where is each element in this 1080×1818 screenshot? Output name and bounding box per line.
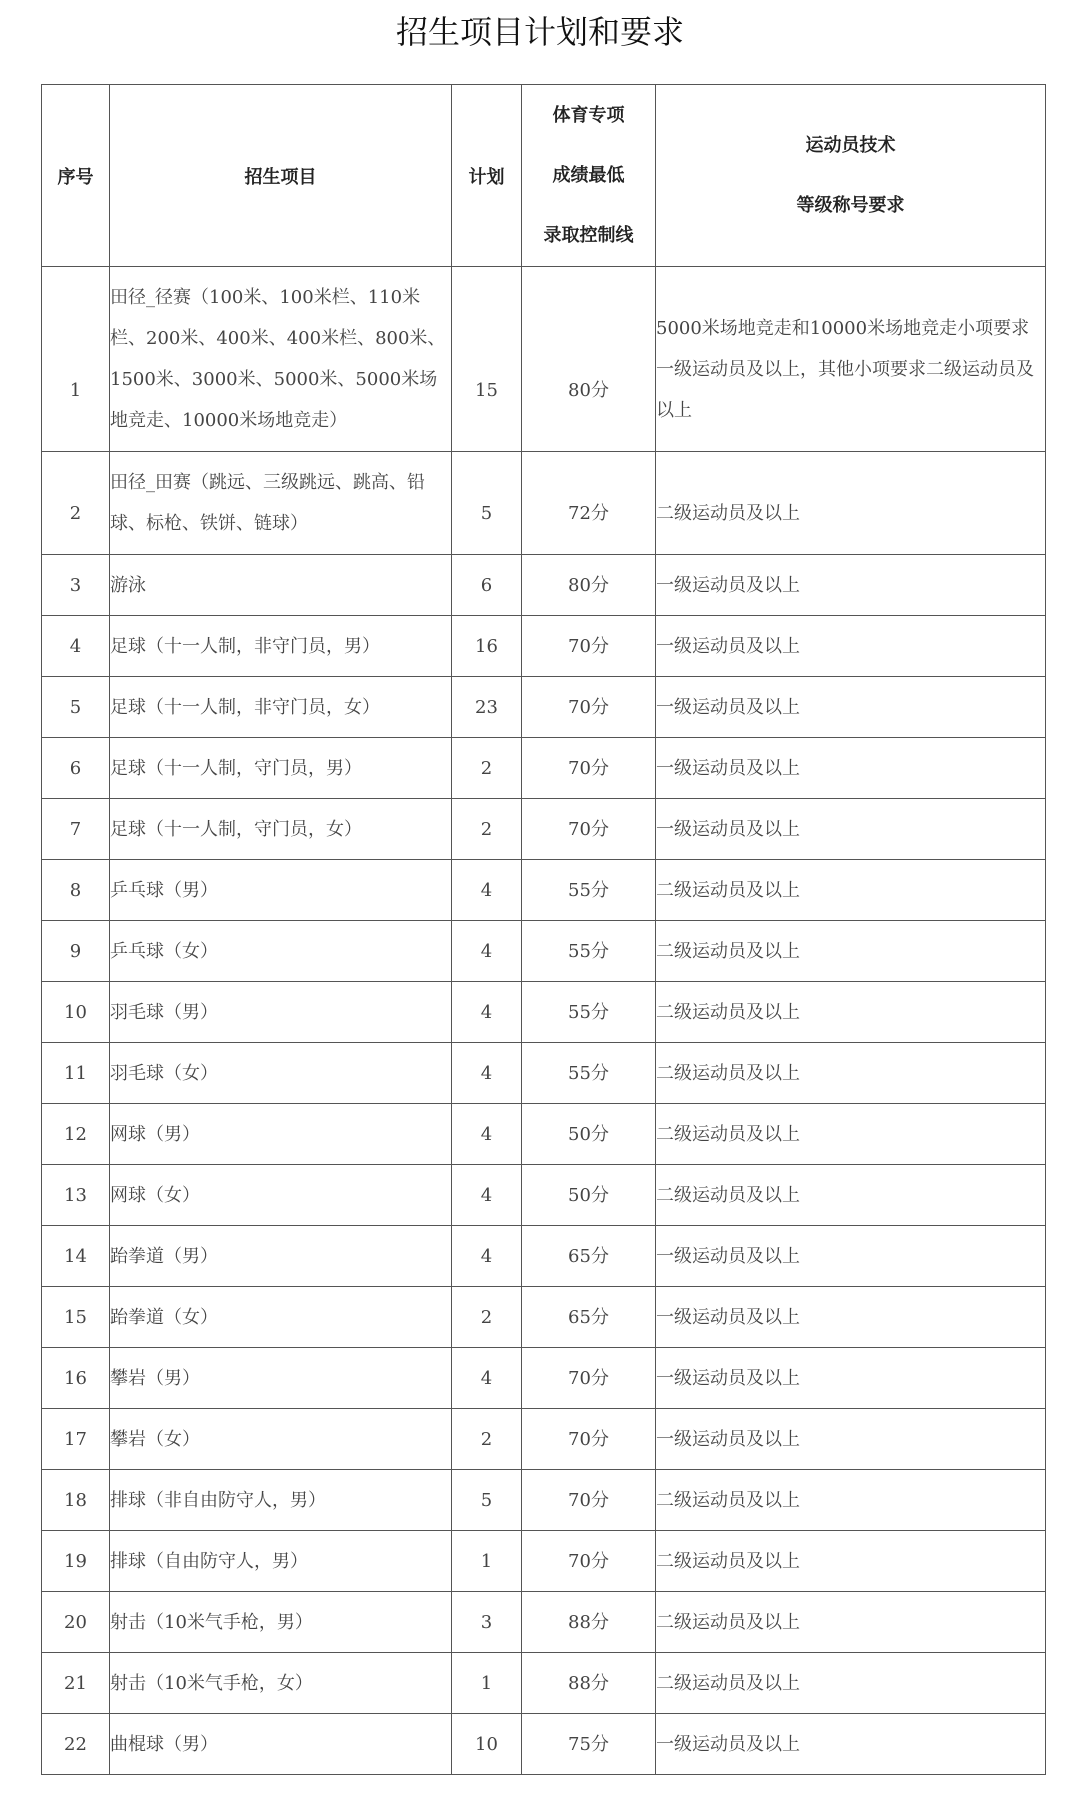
cell-score-text: 50分 <box>568 1123 609 1145</box>
cell-requirement-text: 一级运动员及以上 <box>656 1428 800 1450</box>
cell-plan-text: 5 <box>480 1489 493 1511</box>
cell-plan-text: 4 <box>480 1367 493 1389</box>
cell-num <box>42 616 110 677</box>
header-score <box>522 85 656 267</box>
header-score-line: 成绩最低 <box>552 164 625 186</box>
cell-score <box>522 982 656 1043</box>
cell-num-text: 7 <box>69 818 82 840</box>
cell-score <box>522 1592 656 1653</box>
cell-project <box>110 452 452 555</box>
table-row <box>42 1043 1046 1104</box>
cell-project <box>110 267 452 452</box>
cell-num-text: 20 <box>64 1611 87 1633</box>
cell-requirement <box>656 1653 1046 1714</box>
cell-project <box>110 555 452 616</box>
cell-num <box>42 452 110 555</box>
cell-requirement <box>656 1226 1046 1287</box>
cell-project-text: 足球（十一人制，守门员，女） <box>110 818 362 840</box>
cell-project-text: 网球（女） <box>110 1184 200 1206</box>
table-row <box>42 1470 1046 1531</box>
cell-requirement-text: 一级运动员及以上 <box>656 574 800 596</box>
cell-requirement <box>656 267 1046 452</box>
table-row <box>42 921 1046 982</box>
cell-requirement <box>656 1714 1046 1775</box>
cell-score <box>522 452 656 555</box>
cell-plan-text: 4 <box>480 1123 493 1145</box>
cell-plan <box>452 1409 522 1470</box>
cell-project-text: 游泳 <box>110 574 146 596</box>
cell-score-text: 65分 <box>568 1245 609 1267</box>
table-row <box>42 1592 1046 1653</box>
cell-plan-text: 2 <box>480 818 493 840</box>
cell-num <box>42 677 110 738</box>
cell-plan-text: 2 <box>480 757 493 779</box>
header-score-line: 录取控制线 <box>543 224 634 246</box>
cell-requirement <box>656 1165 1046 1226</box>
cell-num <box>42 921 110 982</box>
cell-requirement-text: 一级运动员及以上 <box>656 757 800 779</box>
cell-project-text: 羽毛球（男） <box>110 1001 218 1023</box>
cell-score <box>522 1531 656 1592</box>
cell-plan <box>452 982 522 1043</box>
cell-project <box>110 1348 452 1409</box>
table-row <box>42 555 1046 616</box>
cell-project-text: 排球（非自由防守人，男） <box>110 1489 326 1511</box>
cell-score <box>522 267 656 452</box>
cell-plan <box>452 1653 522 1714</box>
table-row <box>42 452 1046 555</box>
cell-score-text: 50分 <box>568 1184 609 1206</box>
cell-project-text: 足球（十一人制，非守门员，女） <box>110 696 380 718</box>
header-req-line: 运动员技术 <box>805 134 896 156</box>
cell-project-text: 足球（十一人制，非守门员，男） <box>110 635 380 657</box>
cell-num <box>42 1592 110 1653</box>
cell-plan <box>452 452 522 555</box>
table-row <box>42 1653 1046 1714</box>
cell-score-text: 80分 <box>568 574 609 596</box>
cell-requirement <box>656 1043 1046 1104</box>
cell-requirement-text: 二级运动员及以上 <box>656 1062 800 1084</box>
cell-plan <box>452 860 522 921</box>
cell-plan-text: 1 <box>480 1672 493 1694</box>
cell-score <box>522 921 656 982</box>
cell-requirement-text: 二级运动员及以上 <box>656 1489 800 1511</box>
cell-score-text: 55分 <box>568 1001 609 1023</box>
cell-num-text: 4 <box>69 635 82 657</box>
cell-score-text: 55分 <box>568 1062 609 1084</box>
cell-plan <box>452 1592 522 1653</box>
cell-plan <box>452 1714 522 1775</box>
cell-num-text: 5 <box>69 696 82 718</box>
cell-num <box>42 1104 110 1165</box>
cell-requirement-text: 二级运动员及以上 <box>656 1672 800 1694</box>
cell-score-text: 70分 <box>568 1367 609 1389</box>
cell-requirement <box>656 1409 1046 1470</box>
cell-requirement-text: 一级运动员及以上 <box>656 1245 800 1267</box>
cell-project-text: 乒乓球（女） <box>110 940 218 962</box>
cell-project <box>110 1409 452 1470</box>
cell-requirement <box>656 616 1046 677</box>
table-row <box>42 1714 1046 1775</box>
header-plan: 计划 <box>452 85 522 267</box>
cell-project <box>110 982 452 1043</box>
cell-requirement-text: 二级运动员及以上 <box>656 940 800 962</box>
table-row <box>42 1531 1046 1592</box>
cell-plan <box>452 799 522 860</box>
cell-project-text: 攀岩（女） <box>110 1428 200 1450</box>
cell-num-text: 1 <box>69 379 82 401</box>
cell-plan-text: 6 <box>480 574 493 596</box>
cell-requirement <box>656 1104 1046 1165</box>
cell-plan <box>452 1104 522 1165</box>
cell-score-text: 88分 <box>568 1672 609 1694</box>
table-row <box>42 982 1046 1043</box>
cell-requirement <box>656 799 1046 860</box>
cell-num <box>42 1043 110 1104</box>
cell-plan <box>452 555 522 616</box>
cell-requirement <box>656 1592 1046 1653</box>
cell-project <box>110 1470 452 1531</box>
cell-plan <box>452 1226 522 1287</box>
table-row <box>42 1409 1046 1470</box>
cell-project <box>110 1043 452 1104</box>
cell-requirement <box>656 1287 1046 1348</box>
cell-project-text: 曲棍球（男） <box>110 1733 218 1755</box>
cell-score <box>522 1470 656 1531</box>
admissions-table <box>41 84 1046 1775</box>
cell-requirement <box>656 982 1046 1043</box>
cell-plan <box>452 616 522 677</box>
table-row <box>42 799 1046 860</box>
cell-num-text: 10 <box>64 1001 87 1023</box>
cell-project <box>110 1165 452 1226</box>
cell-requirement-text: 二级运动员及以上 <box>656 1611 800 1633</box>
cell-num <box>42 1714 110 1775</box>
cell-project <box>110 1226 452 1287</box>
cell-project-text: 网球（男） <box>110 1123 200 1145</box>
cell-project-text: 攀岩（男） <box>110 1367 200 1389</box>
cell-requirement <box>656 1470 1046 1531</box>
cell-score <box>522 1409 656 1470</box>
cell-plan-text: 1 <box>480 1550 493 1572</box>
cell-project <box>110 1531 452 1592</box>
cell-score-text: 72分 <box>568 502 609 524</box>
cell-num <box>42 1165 110 1226</box>
cell-plan <box>452 1043 522 1104</box>
cell-requirement-text: 一级运动员及以上 <box>656 1733 800 1755</box>
cell-plan <box>452 1165 522 1226</box>
cell-project <box>110 1287 452 1348</box>
cell-score-text: 70分 <box>568 1428 609 1450</box>
cell-score-text: 80分 <box>568 379 609 401</box>
cell-project <box>110 1653 452 1714</box>
cell-num <box>42 1470 110 1531</box>
header-num: 序号 <box>42 85 110 267</box>
cell-plan <box>452 1531 522 1592</box>
table-row <box>42 1287 1046 1348</box>
cell-project-text: 排球（自由防守人，男） <box>110 1550 308 1572</box>
cell-requirement-text: 一级运动员及以上 <box>656 696 800 718</box>
cell-requirement <box>656 921 1046 982</box>
cell-score <box>522 1653 656 1714</box>
cell-num <box>42 555 110 616</box>
cell-requirement-text: 二级运动员及以上 <box>656 1123 800 1145</box>
cell-num <box>42 860 110 921</box>
header-project: 招生项目 <box>110 85 452 267</box>
cell-num <box>42 738 110 799</box>
cell-score-text: 70分 <box>568 757 609 779</box>
cell-requirement <box>656 452 1046 555</box>
cell-num <box>42 1287 110 1348</box>
cell-project-text: 羽毛球（女） <box>110 1062 218 1084</box>
cell-plan <box>452 677 522 738</box>
cell-num-text: 6 <box>69 757 82 779</box>
cell-num <box>42 1226 110 1287</box>
cell-score <box>522 738 656 799</box>
cell-num-text: 18 <box>64 1489 87 1511</box>
cell-requirement-text: 一级运动员及以上 <box>656 1367 800 1389</box>
cell-project <box>110 1592 452 1653</box>
cell-project-text: 跆拳道（女） <box>110 1306 218 1328</box>
cell-num-text: 14 <box>64 1245 87 1267</box>
table-row <box>42 1104 1046 1165</box>
cell-score-text: 55分 <box>568 940 609 962</box>
cell-plan-text: 4 <box>480 940 493 962</box>
cell-plan-text: 3 <box>480 1611 493 1633</box>
cell-num <box>42 1409 110 1470</box>
cell-project-text: 田径_田赛（跳远、三级跳远、跳高、铅球、标枪、铁饼、链球） <box>110 472 425 534</box>
cell-project <box>110 616 452 677</box>
cell-project <box>110 860 452 921</box>
cell-num <box>42 1653 110 1714</box>
cell-requirement <box>656 860 1046 921</box>
cell-project <box>110 738 452 799</box>
cell-plan-text: 15 <box>475 379 498 401</box>
cell-project <box>110 677 452 738</box>
cell-plan-text: 4 <box>480 1001 493 1023</box>
cell-plan <box>452 738 522 799</box>
cell-score-text: 70分 <box>568 818 609 840</box>
cell-project <box>110 1714 452 1775</box>
cell-score-text: 70分 <box>568 696 609 718</box>
cell-num-text: 21 <box>64 1672 87 1694</box>
cell-num-text: 12 <box>64 1123 87 1145</box>
cell-num-text: 19 <box>64 1550 87 1572</box>
cell-requirement-text: 一级运动员及以上 <box>656 1306 800 1328</box>
cell-plan-text: 10 <box>475 1733 498 1755</box>
cell-num <box>42 799 110 860</box>
cell-num-text: 16 <box>64 1367 87 1389</box>
cell-num-text: 13 <box>64 1184 87 1206</box>
cell-score <box>522 1104 656 1165</box>
cell-score-text: 70分 <box>568 635 609 657</box>
cell-plan <box>452 921 522 982</box>
cell-score-text: 75分 <box>568 1733 609 1755</box>
cell-requirement <box>656 677 1046 738</box>
cell-score <box>522 1165 656 1226</box>
table-row <box>42 1165 1046 1226</box>
cell-plan-text: 5 <box>480 502 493 524</box>
cell-plan-text: 23 <box>475 696 498 718</box>
cell-requirement-text: 二级运动员及以上 <box>656 879 800 901</box>
cell-num-text: 8 <box>69 879 82 901</box>
cell-num-text: 17 <box>64 1428 87 1450</box>
table-row <box>42 677 1046 738</box>
table-row <box>42 616 1046 677</box>
cell-requirement-text: 二级运动员及以上 <box>656 502 800 524</box>
cell-num-text: 22 <box>64 1733 87 1755</box>
cell-project-text: 射击（10米气手枪，女） <box>110 1672 313 1694</box>
cell-score <box>522 1714 656 1775</box>
cell-requirement-text: 一级运动员及以上 <box>656 635 800 657</box>
cell-num-text: 3 <box>69 574 82 596</box>
cell-num-text: 11 <box>64 1062 87 1084</box>
cell-num-text: 2 <box>69 502 82 524</box>
table-header-row <box>42 85 1046 267</box>
cell-requirement <box>656 738 1046 799</box>
cell-num <box>42 1348 110 1409</box>
cell-score-text: 88分 <box>568 1611 609 1633</box>
table-row <box>42 1348 1046 1409</box>
cell-requirement <box>656 1531 1046 1592</box>
cell-plan <box>452 267 522 452</box>
cell-requirement-text: 二级运动员及以上 <box>656 1184 800 1206</box>
table-body <box>42 267 1046 1775</box>
cell-project-text: 乒乓球（男） <box>110 879 218 901</box>
cell-requirement <box>656 555 1046 616</box>
cell-project <box>110 799 452 860</box>
cell-score <box>522 677 656 738</box>
cell-plan-text: 4 <box>480 1245 493 1267</box>
cell-num-text: 9 <box>69 940 82 962</box>
table-row <box>42 738 1046 799</box>
cell-requirement <box>656 1348 1046 1409</box>
cell-requirement-text: 二级运动员及以上 <box>656 1550 800 1572</box>
cell-project-text: 田径_径赛（100米、100米栏、110米栏、200米、400米、400米栏、800米、1500米、3000米、5000米、5000米场地竞走、10000米场地竞走） <box>110 287 446 431</box>
cell-score <box>522 860 656 921</box>
cell-num <box>42 1531 110 1592</box>
cell-plan-text: 4 <box>480 1062 493 1084</box>
cell-score <box>522 555 656 616</box>
cell-num-text: 15 <box>64 1306 87 1328</box>
cell-requirement-text: 5000米场地竞走和10000米场地竞走小项要求一级运动员及以上，其他小项要求二级运动员及以上 <box>656 317 1034 421</box>
cell-plan <box>452 1287 522 1348</box>
cell-score <box>522 799 656 860</box>
cell-requirement-text: 一级运动员及以上 <box>656 818 800 840</box>
cell-plan-text: 2 <box>480 1428 493 1450</box>
header-req-line: 等级称号要求 <box>796 194 905 216</box>
cell-plan <box>452 1348 522 1409</box>
cell-project-text: 射击（10米气手枪，男） <box>110 1611 313 1633</box>
cell-project <box>110 1104 452 1165</box>
cell-score-text: 70分 <box>568 1489 609 1511</box>
cell-project-text: 跆拳道（男） <box>110 1245 218 1267</box>
cell-score <box>522 1226 656 1287</box>
cell-score-text: 65分 <box>568 1306 609 1328</box>
table-row <box>42 267 1046 452</box>
cell-plan-text: 2 <box>480 1306 493 1328</box>
cell-plan-text: 4 <box>480 879 493 901</box>
page-title: 招生项目计划和要求 <box>395 13 684 51</box>
cell-score <box>522 616 656 677</box>
cell-project-text: 足球（十一人制，守门员，男） <box>110 757 362 779</box>
cell-score <box>522 1043 656 1104</box>
cell-score <box>522 1287 656 1348</box>
cell-score-text: 70分 <box>568 1550 609 1572</box>
table-row <box>42 1226 1046 1287</box>
cell-plan-text: 4 <box>480 1184 493 1206</box>
header-score-line: 体育专项 <box>552 104 625 126</box>
cell-score <box>522 1348 656 1409</box>
cell-num <box>42 267 110 452</box>
cell-requirement-text: 二级运动员及以上 <box>656 1001 800 1023</box>
header-requirement <box>656 85 1046 267</box>
cell-project <box>110 921 452 982</box>
cell-num <box>42 982 110 1043</box>
cell-score-text: 55分 <box>568 879 609 901</box>
cell-plan-text: 16 <box>475 635 498 657</box>
cell-plan <box>452 1470 522 1531</box>
table-row <box>42 860 1046 921</box>
